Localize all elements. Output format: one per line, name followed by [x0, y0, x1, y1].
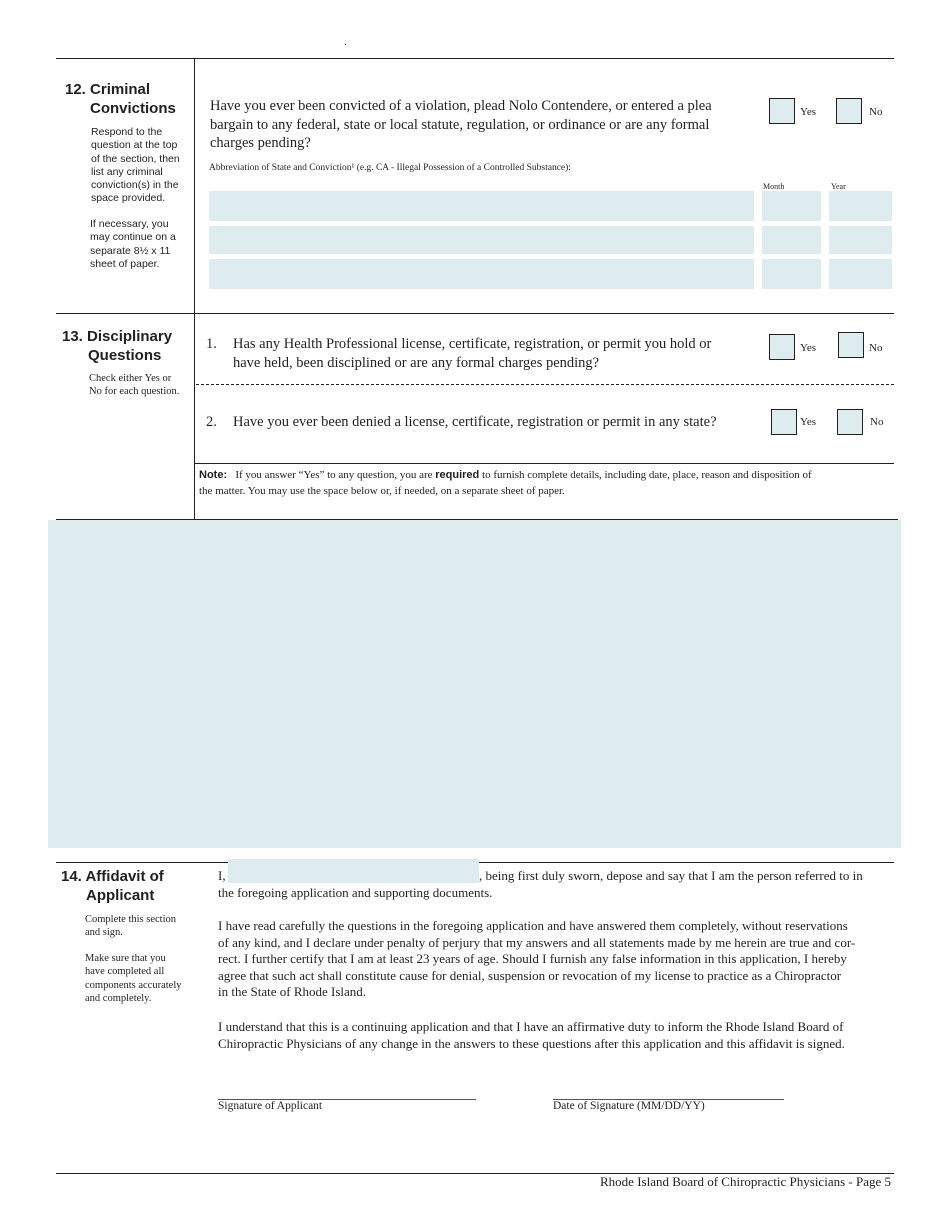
- section12-no-label: No: [869, 106, 883, 118]
- affidavit-paragraph-1: I have read carefully the questions in the foregoing application and have answered them completely, without reservations of any kind, and I declare under penalty of perjury that my answers and all statements made by me herein are true and cor- rect. I further certify that I am at least 23 years of age. Should I furnish any false information in this application, I hereby agree that such act shall constitute cause for denial, suspension or revocation of my license to practice as a Chiropractor in the State of Rhode Island.: [218, 918, 856, 1000]
- section13-dashed-divider: [196, 384, 894, 385]
- section14-title: 14. Affidavit of Applicant: [61, 868, 164, 904]
- conviction-month-2[interactable]: [762, 226, 821, 254]
- applicant-name-field[interactable]: [228, 859, 479, 883]
- section12-yes-label: Yes: [800, 106, 817, 118]
- left-column-divider: [194, 58, 195, 520]
- section12-year-label: Year: [831, 182, 846, 191]
- section13-q1-text: Has any Health Professional license, certificate, registration, or permit you hold or have held, been disciplined or are any formal charges pending?: [233, 336, 712, 371]
- section13-q2-yes-label: Yes: [800, 416, 817, 428]
- section13-q2-number: 2.: [206, 414, 217, 430]
- section13-title: 13. Disciplinary Questions: [62, 328, 173, 364]
- affidavit-intro-prefix: I,: [218, 868, 226, 883]
- section12-bottom-rule: [56, 313, 894, 314]
- section14-hint-complete: Make sure that you have completed all components accurately and completely.: [85, 953, 182, 1004]
- conviction-month-1[interactable]: [762, 191, 821, 221]
- section12-no-checkbox[interactable]: [836, 98, 862, 124]
- date-of-signature-label: Date of Signature (MM/DD/YY): [553, 1100, 705, 1112]
- conviction-month-3[interactable]: [762, 259, 821, 289]
- section13-q1-no-checkbox[interactable]: [838, 332, 864, 358]
- conviction-year-2[interactable]: [829, 226, 892, 254]
- section13-q2-text: Have you ever been denied a license, certificate, registration or permit in any state?: [233, 414, 717, 430]
- section13-note-rule: [194, 463, 894, 464]
- section13-q2-no-checkbox[interactable]: [837, 409, 863, 435]
- section13-hint: Check either Yes or No for each question.: [89, 373, 180, 398]
- details-text-area[interactable]: [48, 520, 901, 848]
- section12-question: Have you ever been convicted of a violation, plead Nolo Contendere, or entered a plea bargain to any federal, state or local statute, regulation, or ordinance or are any formal charges pending?: [210, 98, 712, 151]
- section12-hint-continue: If necessary, you may continue on a separate 8½ x 11 sheet of paper.: [90, 218, 176, 270]
- conviction-field-1[interactable]: [209, 191, 754, 221]
- affidavit-intro-suffix: , being first duly sworn, depose and say that I am the person referred to in: [479, 868, 863, 883]
- section14-hint: Complete this section and sign.: [85, 914, 176, 939]
- affidavit-paragraph-2: I understand that this is a continuing application and that I have an affirmative duty to inform the Rhode Island Board of Chiropractic Physicians of any change in the answers to these questions after this application and this affidavit is signed.: [218, 1019, 845, 1051]
- signature-label: Signature of Applicant: [218, 1100, 323, 1112]
- conviction-field-2[interactable]: [209, 226, 754, 254]
- top-rule: [56, 58, 894, 59]
- section12-abbrev-label: Abbreviation of State and Conviction¹ (e.g. CA - Illegal Possession of a Controlled Substance):: [209, 163, 571, 173]
- section12-hint: Respond to the question at the top of the section, then list any criminal conviction(s) in the space provided.: [91, 126, 180, 205]
- section13-q1-no-label: No: [869, 342, 883, 354]
- section12-month-label: Month: [763, 182, 785, 191]
- footer-text: Rhode Island Board of Chiropractic Physicians - Page 5: [600, 1174, 891, 1189]
- conviction-year-3[interactable]: [829, 259, 892, 289]
- top-dot: .: [344, 36, 347, 48]
- affidavit-intro-line2: the foregoing application and supporting documents.: [218, 885, 493, 900]
- section13-q2-no-label: No: [870, 416, 884, 428]
- section13-note: Note: If you answer “Yes” to any question, you are required to furnish complete details, including date, place, reason and disposition of the matter. You may use the space below or, if needed, on a separate sheet of paper.: [199, 469, 812, 497]
- section13-q1-yes-label: Yes: [800, 342, 817, 354]
- conviction-field-3[interactable]: [209, 259, 754, 289]
- conviction-year-1[interactable]: [829, 191, 892, 221]
- section12-yes-checkbox[interactable]: [769, 98, 795, 124]
- section12-title: 12. Criminal Convictions: [65, 81, 176, 117]
- section13-q1-yes-checkbox[interactable]: [769, 334, 795, 360]
- section13-q2-yes-checkbox[interactable]: [771, 409, 797, 435]
- section13-q1-number: 1.: [206, 336, 217, 352]
